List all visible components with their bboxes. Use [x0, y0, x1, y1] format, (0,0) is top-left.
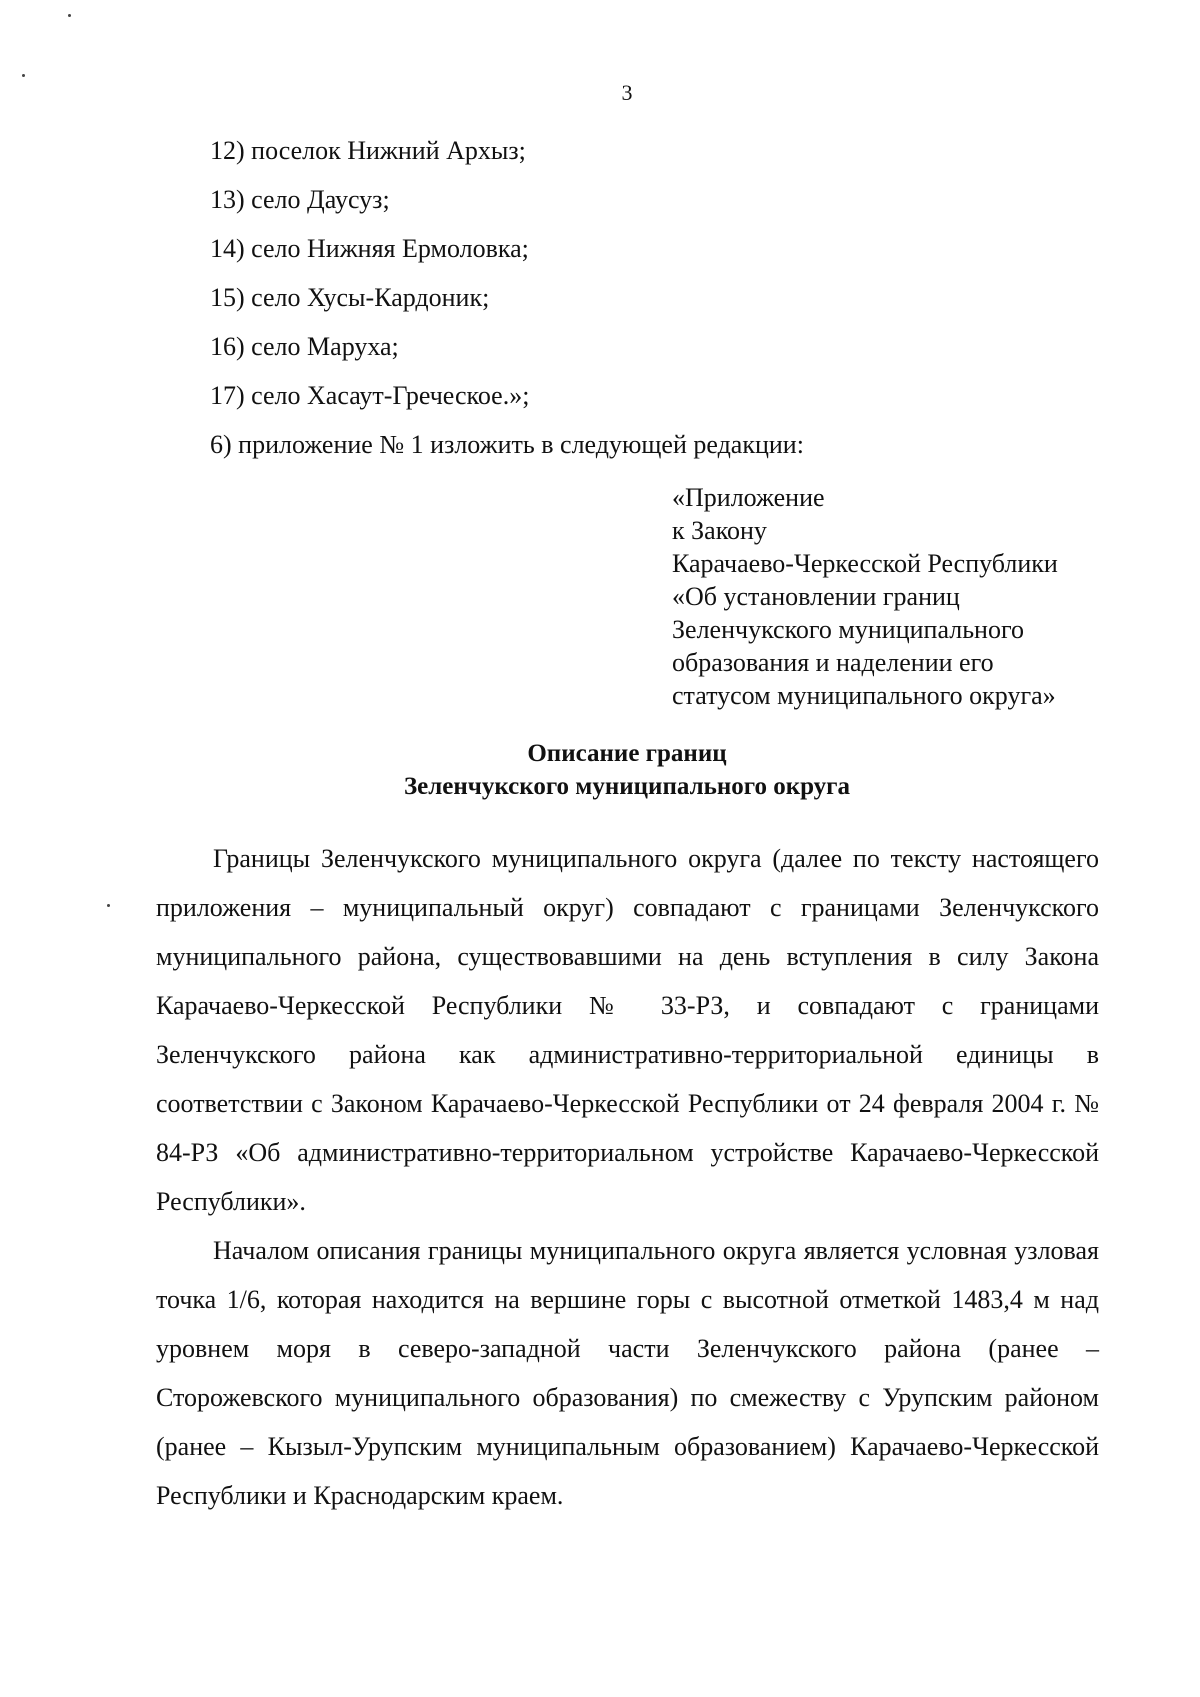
annex-header-line: образования и наделении его: [672, 648, 994, 677]
settlement-list: [210, 136, 804, 479]
list-item: 13) село Даусуз;: [210, 185, 390, 214]
amendment-item: 6) приложение № 1 изложить в следующей редакции:: [210, 430, 804, 459]
list-item: 17) село Хасаут-Греческое.»;: [210, 381, 530, 410]
scan-speck: [22, 74, 25, 77]
body-paragraph: Границы Зеленчукского муниципального округа (далее по тексту настоящего приложения – муниципальный округ) совпадают с границами Зеленчукского муниципального района, существовавшими на день вступления в силу Закона Карачаево-Черкесской Республики № 33-РЗ, и совпадают с границами Зеленчукского района как административно-территориальной единицы в соответствии с Законом Карачаево-Черкесской Республики от 24 февраля 2004 г. № 84-РЗ «Об административно-территориальном устройстве Карачаево-Черкесской Республики».: [156, 844, 1099, 1216]
annex-header-line: статусом муниципального округа»: [672, 681, 1056, 710]
list-item: 12) поселок Нижний Архыз;: [210, 136, 526, 165]
list-item: 15) село Хусы-Кардоник;: [210, 283, 490, 312]
annex-header-line: к Закону: [672, 516, 767, 545]
section-title-line: Зеленчукского муниципального округа: [403, 773, 851, 800]
list-item: 16) село Маруха;: [210, 332, 399, 361]
annex-header-line: «Об установлении границ: [672, 582, 960, 611]
annex-header-line: «Приложение: [672, 483, 825, 512]
page-number: 3: [621, 80, 633, 105]
section-title: [0, 737, 1200, 803]
section-title-line: Описание границ: [527, 740, 727, 767]
annex-header-line: Карачаево-Черкесской Республики: [672, 549, 1058, 578]
annex-header: [672, 481, 1058, 712]
scan-speck: [107, 904, 110, 907]
list-item: 14) село Нижняя Ермоловка;: [210, 234, 529, 263]
scan-speck: [68, 14, 71, 17]
body-paragraph: Началом описания границы муниципального округа является условная узловая точка 1/6, которая находится на вершине горы с высотной отметкой 1483,4 м над уровнем моря в северо-западной части Зеленчукского района (ранее – Сторожевского муниципального образования) по смежеству с Урупским районом (ранее – Кызыл-Урупским муниципальным образованием) Карачаево-Черкесской Республики и Краснодарским краем.: [156, 1236, 1099, 1510]
annex-header-line: Зеленчукского муниципального: [672, 615, 1024, 644]
